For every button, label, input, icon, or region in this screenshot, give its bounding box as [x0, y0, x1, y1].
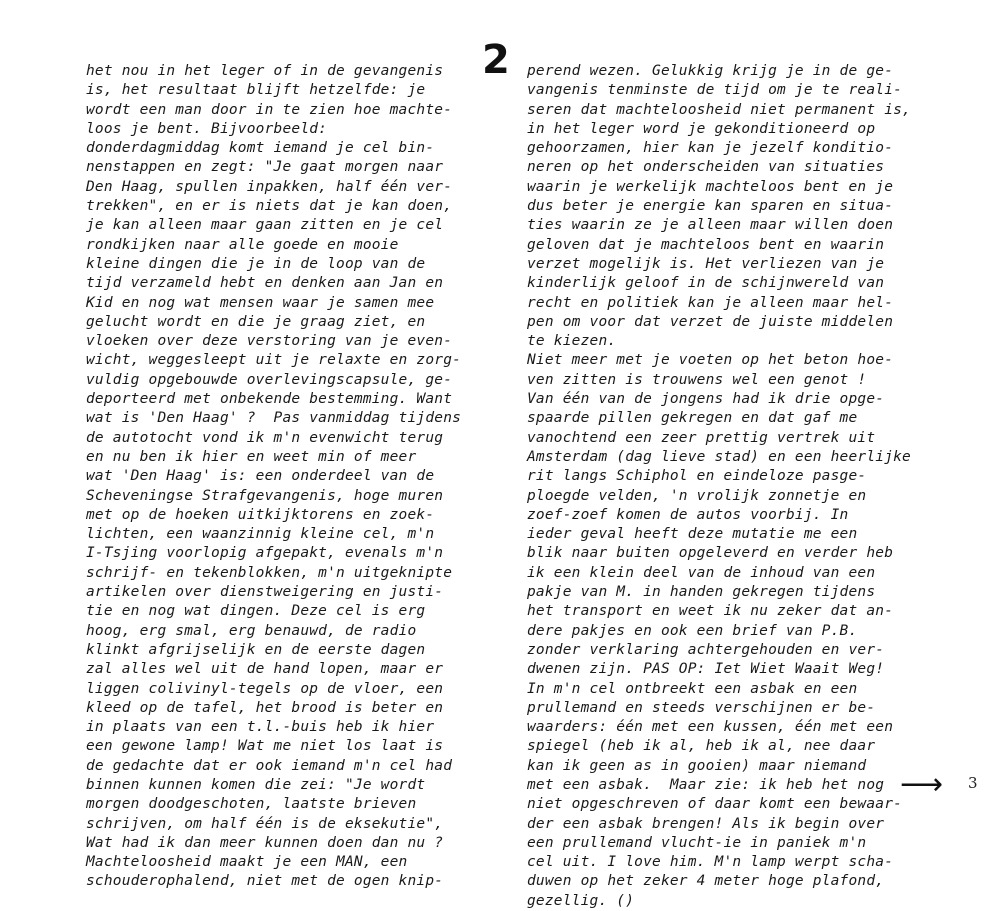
text-line: kinderlijk geloof in de schijnwereld van	[527, 275, 885, 292]
text-line: de gedachte dat er ook iemand m'n cel had	[86, 757, 453, 774]
text-line: is, het resultaat blijft hetzelfde: je	[86, 82, 426, 99]
text-line: dus beter je energie kan sparen en situa-	[527, 198, 894, 215]
text-line: rit langs Schiphol en eindeloze pasge-	[527, 468, 867, 485]
text-line: te kiezen.	[527, 333, 617, 350]
text-line: wordt een man door in te zien hoe machte-	[86, 101, 453, 118]
text-line: Machteloosheid maakt je een MAN, een	[86, 854, 408, 871]
text-line: vangenis tenminste de tijd om je te reali-	[527, 82, 903, 99]
text-line: in het leger word je gekonditioneerd op	[527, 120, 876, 137]
text-line: gehoorzamen, hier kan je jezelf konditio-	[527, 140, 894, 157]
text-line: duwen op het zeker 4 meter hoge plafond,	[527, 873, 885, 890]
text-line: niet opgeschreven of daar komt een bewaar-	[527, 796, 903, 813]
text-line: Wat had ik dan meer kunnen doen dan nu ?	[86, 834, 444, 851]
text-line: dere pakjes en ook een brief van P.B.	[527, 622, 858, 639]
text-line: kleed op de tafel, het brood is beter en	[86, 699, 444, 716]
text-line: pakje van M. in handen gekregen tijdens	[527, 584, 876, 601]
text-line: in plaats van een t.l.-buis heb ik hier	[86, 719, 435, 736]
text-line: ieder geval heeft deze mutatie me een	[527, 526, 858, 543]
text-line: In m'n cel ontbreekt een asbak en een	[527, 680, 858, 697]
text-line: morgen doodgeschoten, laatste brieven	[86, 796, 417, 813]
text-line: en nu ben ik hier en weet min of meer	[86, 448, 417, 465]
text-line: Scheveningse Strafgevangenis, hoge muren	[86, 487, 444, 504]
text-line: vuldig opgebouwde overlevingscapsule, ge-	[86, 371, 453, 388]
text-line: blik naar buiten opgeleverd en verder heb	[527, 545, 894, 562]
left-text-column	[86, 62, 461, 892]
text-line: geloven dat je machteloos bent en waarin	[527, 236, 885, 253]
text-line: liggen colivinyl-tegels op de vloer, een	[86, 680, 444, 697]
text-line: waarders: één met een kussen, één met een	[527, 719, 894, 736]
text-line: ties waarin ze je alleen maar willen doen	[527, 217, 894, 234]
text-line: kan ik geen as in gooien) maar niemand	[527, 757, 867, 774]
text-line: cel uit. I love him. M'n lamp werpt scha-	[527, 854, 894, 871]
text-line: je kan alleen maar gaan zitten en je cel	[86, 217, 444, 234]
text-line: der een asbak brengen! Als ik begin over	[527, 815, 885, 832]
text-line: trekken", en er is niets dat je kan doen,	[86, 198, 453, 215]
text-line: perend wezen. Gelukkig krijg je in de ge-	[527, 63, 894, 79]
text-line: het transport en weet ik nu zeker dat an-	[527, 603, 894, 620]
section-number: 2	[482, 37, 510, 83]
text-line: zoef-zoef komen de autos voorbij. In	[527, 506, 849, 523]
text-line: I-Tsjing voorlopig afgepakt, evenals m'n	[86, 545, 444, 562]
text-line: vanochtend een zeer prettig vertrek uit	[527, 429, 876, 446]
text-line: gelucht wordt en die je graag ziet, en	[86, 313, 426, 330]
text-line: tijd verzameld hebt en denken aan Jan en	[86, 275, 444, 292]
text-line: wicht, weggesleept uit je relaxte en zorg-	[86, 352, 462, 369]
text-line: klinkt afgrijselijk en de eerste dagen	[86, 641, 426, 658]
text-line: het nou in het leger of in de gevangenis	[86, 63, 444, 79]
text-line: zonder verklaring achtergehouden en ver-	[527, 641, 885, 658]
text-line: rondkijken naar alle goede en mooie	[86, 236, 399, 253]
text-line: artikelen over dienstweigering en justi-	[86, 584, 444, 601]
text-line: wat 'Den Haag' is: een onderdeel van de	[86, 468, 435, 485]
text-line: een gewone lamp! Wat me niet los laat is	[86, 738, 444, 755]
text-line: gezellig. ()	[527, 892, 635, 909]
text-line: recht en politiek kan je alleen maar hel-	[527, 294, 894, 311]
page-folio: 3	[968, 774, 978, 792]
text-line: Den Haag, spullen inpakken, half één ver-	[86, 178, 453, 195]
text-line: vloeken over deze verstoring van je even-	[86, 333, 453, 350]
text-line: wat is 'Den Haag' ? Pas vanmiddag tijdens	[86, 410, 462, 427]
text-line: spiegel (heb ik al, heb ik al, nee daar	[527, 738, 876, 755]
text-line: Amsterdam (dag lieve stad) en een heerlijke	[527, 448, 911, 465]
text-line: nenstappen en zegt: "Je gaat morgen naar	[86, 159, 444, 176]
text-line: ploegde velden, 'n vrolijk zonnetje en	[527, 487, 867, 504]
right-text-column	[527, 62, 911, 911]
text-line: ik een klein deel van de inhoud van een	[527, 564, 876, 581]
text-line: schrijven, om half één is de eksekutie",	[86, 815, 444, 832]
text-line: binnen kunnen komen die zei: "Je wordt	[86, 776, 426, 793]
text-line: hoog, erg smal, erg benauwd, de radio	[86, 622, 417, 639]
text-line: Niet meer met je voeten op het beton hoe-	[527, 352, 894, 369]
text-line: spaarde pillen gekregen en dat gaf me	[527, 410, 858, 427]
text-line: tie en nog wat dingen. Deze cel is erg	[86, 603, 426, 620]
text-line: de autotocht vond ik m'n evenwicht terug	[86, 429, 444, 446]
text-line: pen om voor dat verzet de juiste middelen	[527, 313, 894, 330]
text-line: lichten, een waanzinnig kleine cel, m'n	[86, 526, 435, 543]
text-line: dwenen zijn. PAS OP: Iet Wiet Waait Weg!	[527, 661, 885, 678]
text-line: ven zitten is trouwens wel een genot !	[527, 371, 867, 388]
text-line: seren dat machteloosheid niet permanent is,	[527, 101, 911, 118]
text-line: verzet mogelijk is. Het verliezen van je	[527, 255, 885, 272]
text-line: waarin je werkelijk machteloos bent en je	[527, 178, 894, 195]
text-line: donderdagmiddag komt iemand je cel bin-	[86, 140, 435, 157]
text-line: Van één van de jongens had ik drie opge-	[527, 391, 885, 408]
text-line: Kid en nog wat mensen waar je samen mee	[86, 294, 435, 311]
text-line: zal alles wel uit de hand lopen, maar er	[86, 661, 444, 678]
text-line: neren op het onderscheiden van situaties	[527, 159, 885, 176]
text-line: prullemand en steeds verschijnen er be-	[527, 699, 876, 716]
text-line: met op de hoeken uitkijktorens en zoek-	[86, 506, 435, 523]
text-line: deporteerd met onbekende bestemming. Want	[86, 391, 453, 408]
continue-arrow-icon: ⟶	[900, 767, 944, 802]
text-line: schouderophalend, niet met de ogen knip-	[86, 873, 444, 890]
text-line: loos je bent. Bijvoorbeeld:	[86, 120, 328, 137]
text-line: een prullemand vlucht-ie in paniek m'n	[527, 834, 867, 851]
text-line: met een asbak. Maar zie: ik heb het nog	[527, 776, 885, 793]
text-line: schrijf- en tekenblokken, m'n uitgeknipte	[86, 564, 453, 581]
text-line: kleine dingen die je in de loop van de	[86, 255, 426, 272]
